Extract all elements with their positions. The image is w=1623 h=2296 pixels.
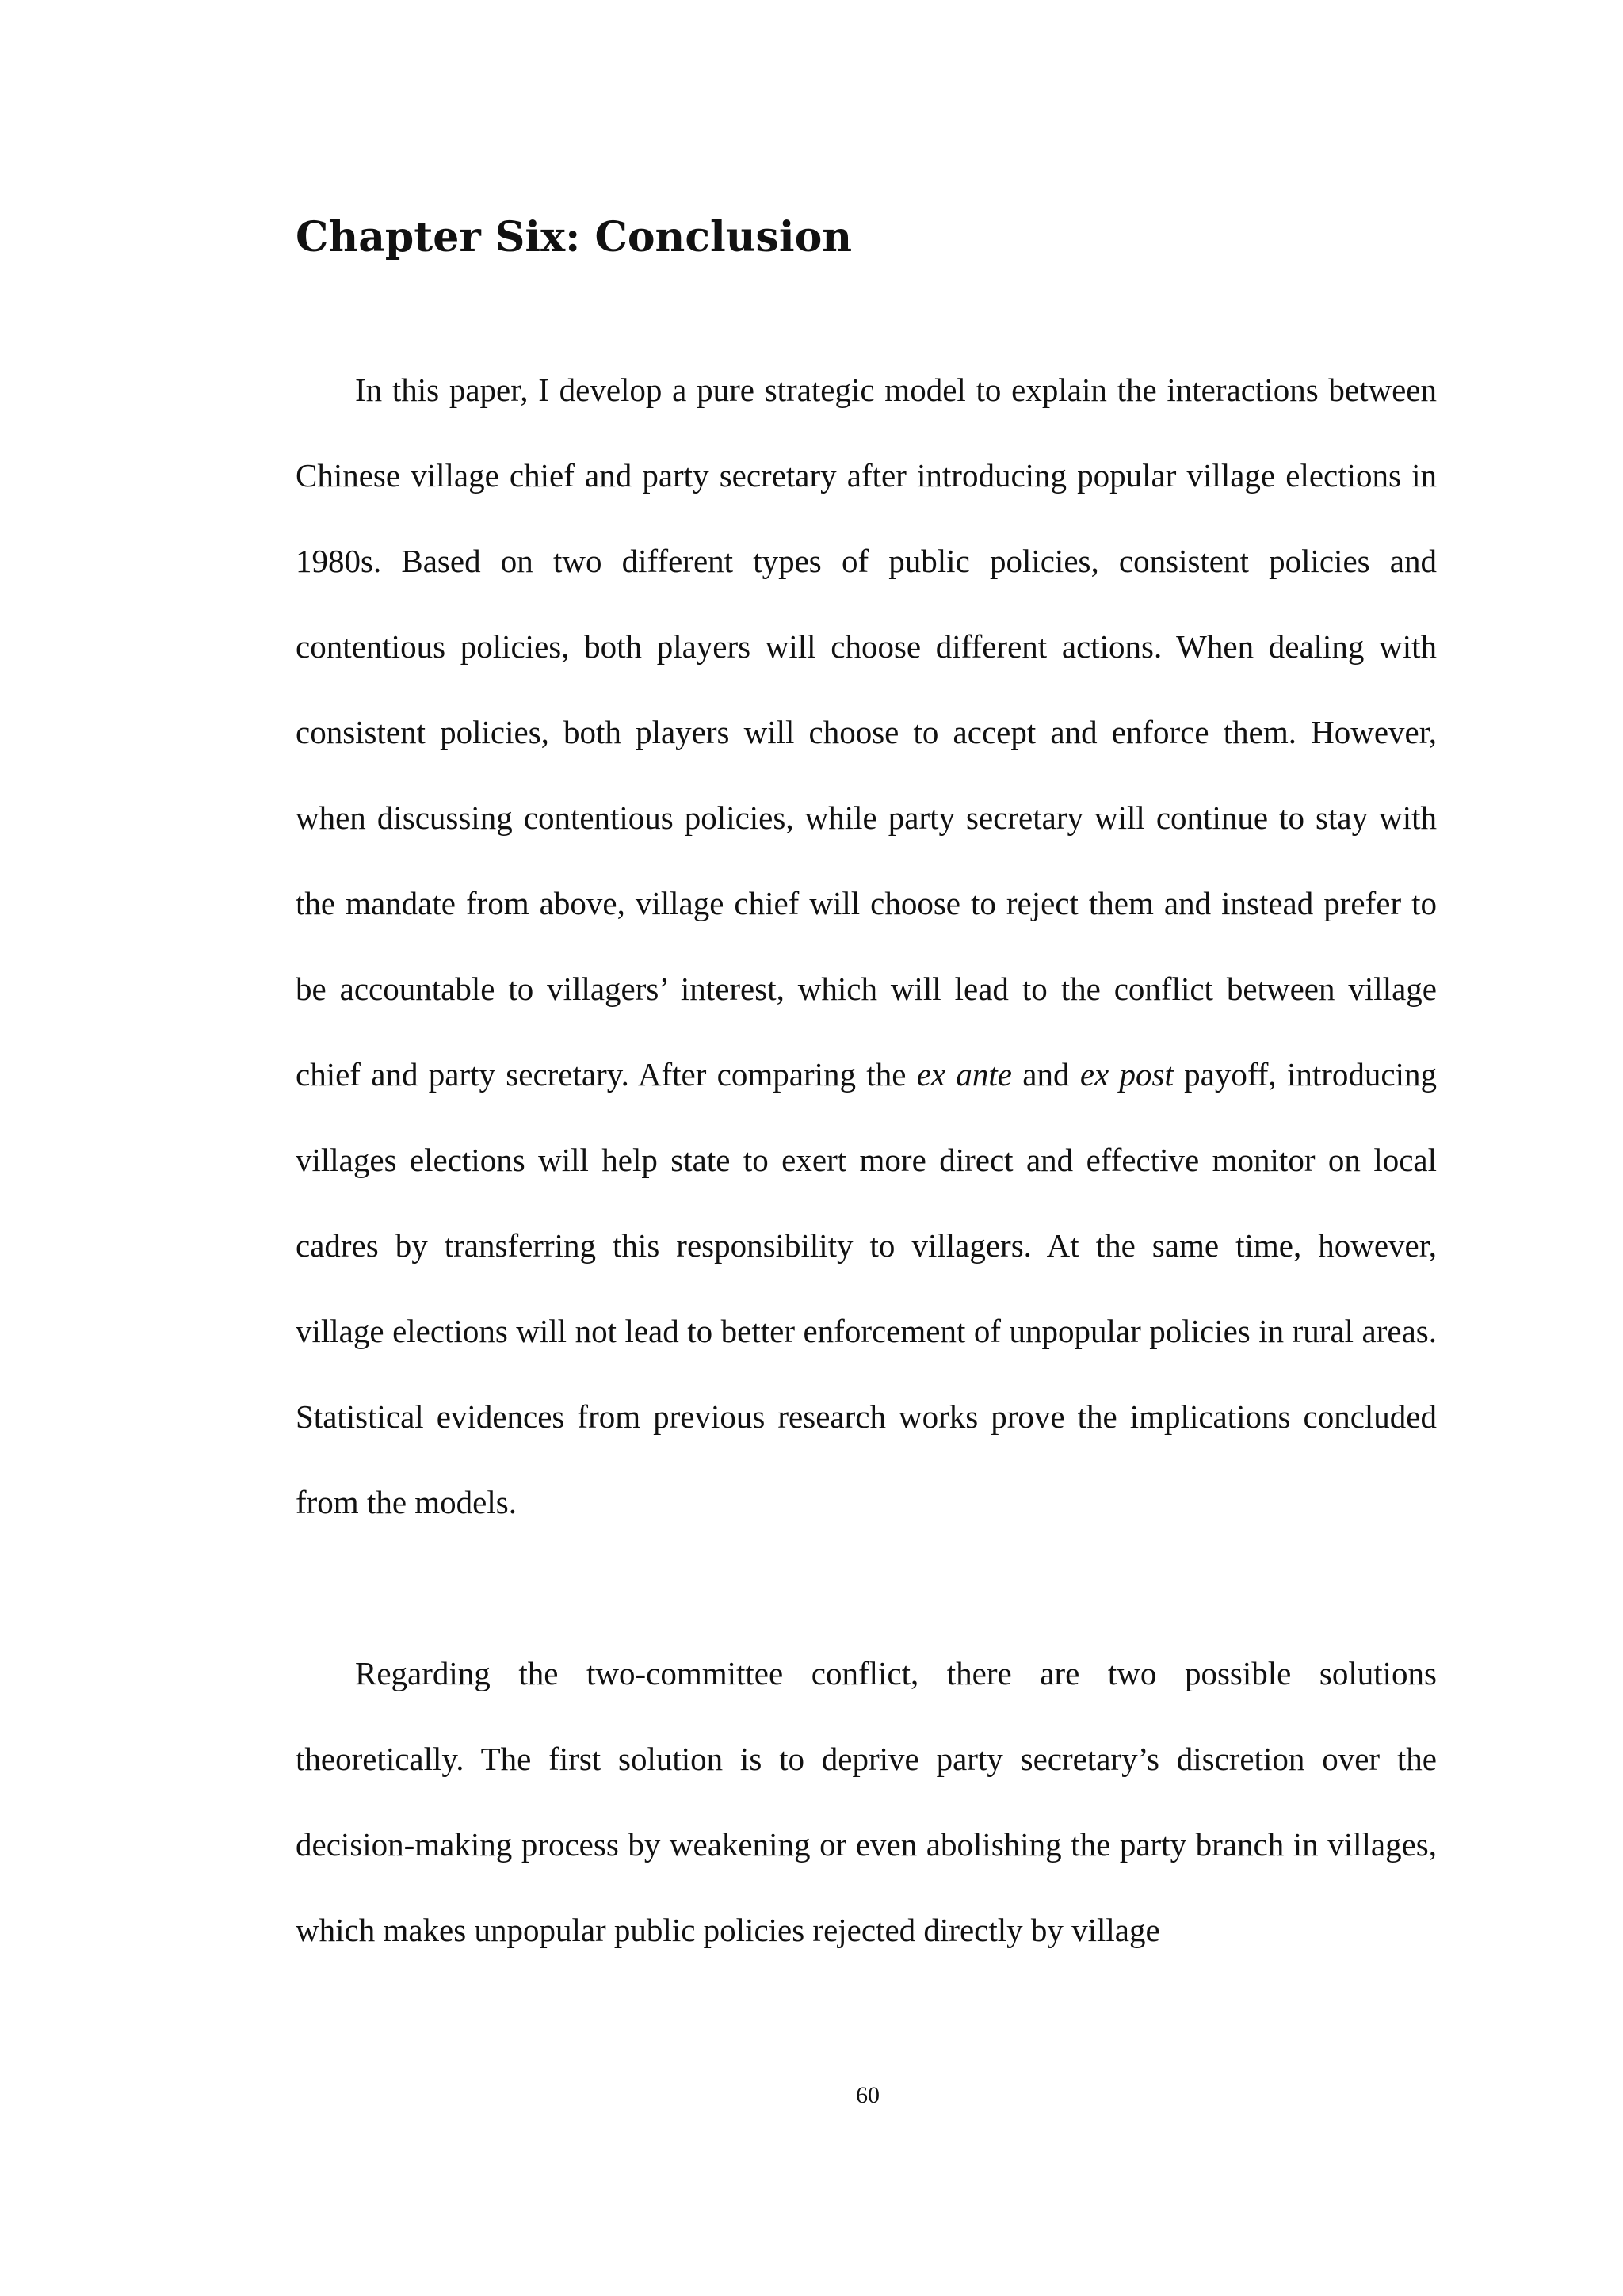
- paragraph-intro: [296, 347, 1437, 1545]
- italic-term-ex-ante: ex ante: [916, 1056, 1012, 1093]
- page-number: 60: [856, 2082, 880, 2108]
- chapter-title: Chapter Six: Conclusion: [296, 213, 853, 261]
- paragraph-intro-text-2: and: [1012, 1056, 1080, 1093]
- paragraph-intro-text-1: In this paper, I develop a pure strategic model to explain the interactions between Chinese village chief and party secretary after introducing popular village elections in 1980s. Based on two different types of public policies, consistent policies and contentious policies, both players will choose different actions. When dealing with consistent policies, both players will choose to accept and enforce them. However, when discussing contentious policies, while party secretary will continue to stay with the mandate from above, village chief will choose to reject them and instead prefer to be accountable to villagers’ interest, which will lead to the conflict between village chief and party secretary. After comparing the: [296, 372, 1437, 1093]
- paragraph-two-committee: Regarding the two-committee conflict, there are two possible solutions theoretically. The first solution is to deprive party secretary’s discretion over the decision-making process by weakening or even abolishing the party branch in villages, which makes unpopular public policies rejected directly by village: [296, 1655, 1437, 1948]
- italic-term-ex-post: ex post: [1079, 1056, 1174, 1093]
- paragraph-intro-text-3: payoff, introducing villages elections will help state to exert more direct and effective monitor on local cadres by transferring this responsibility to villagers. At the same time, however, village elections will not lead to better enforcement of unpopular policies in rural areas. Statistical evidences from previous research works prove the implications concluded from the models.: [296, 1056, 1438, 1520]
